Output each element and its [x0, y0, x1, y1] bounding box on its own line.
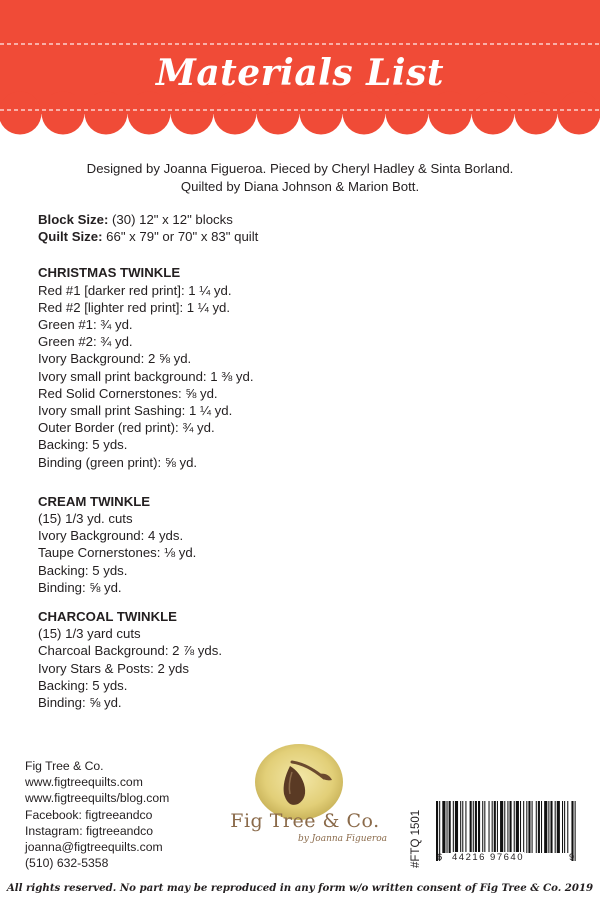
barcode-bar	[455, 801, 458, 853]
list-item: Backing: 5 yds.	[38, 562, 128, 578]
credits	[0, 160, 600, 196]
barcode-bar	[564, 801, 565, 853]
barcode-bar	[523, 801, 524, 853]
barcode-bar	[494, 801, 496, 853]
list-item: Binding (green print): ⅝ yd.	[38, 454, 198, 470]
header-banner	[0, 0, 600, 140]
barcode-bar	[460, 801, 461, 853]
quilt-size-line	[38, 228, 558, 245]
banner-scallop	[386, 92, 429, 135]
barcode-bar	[465, 801, 466, 853]
list-item: Outer Border (red print): ¾ yd.	[38, 420, 215, 436]
contact-blog[interactable]: www.figtreequilts/blog.com	[25, 791, 170, 806]
barcode-bar	[536, 801, 537, 853]
barcode-bar	[544, 801, 547, 853]
contact-info	[25, 758, 169, 871]
barcode-bar	[507, 801, 508, 853]
barcode-bar	[550, 801, 552, 853]
list-item: Green #2: ¾ yd.	[38, 334, 133, 350]
barcode-bar	[470, 801, 472, 853]
credits-line-1: Designed by Joanna Figueroa. Pieced by Cheryl Hadley & Sinta Borland.	[86, 161, 514, 176]
barcode-bar	[567, 801, 568, 853]
barcode-bar	[514, 801, 515, 853]
block-size-value: (30) 12" x 12" blocks	[108, 212, 233, 227]
barcode-bar	[541, 801, 542, 853]
barcode-bar	[492, 801, 493, 853]
banner-scallop	[472, 92, 515, 135]
banner-scallop	[42, 92, 85, 135]
barcode-bar	[453, 801, 454, 853]
list-item: Red #2 [lighter red print]: 1 ¼ yd.	[38, 299, 231, 315]
contact-facebook: Facebook: figtreeandco	[25, 807, 153, 822]
list-item: Binding: ⅝ yd.	[38, 579, 122, 595]
barcode-bar	[489, 801, 490, 853]
barcode-bar	[538, 801, 540, 853]
list-item: Taupe Cornerstones: ⅛ yd.	[38, 545, 197, 561]
barcode-bar	[510, 801, 512, 853]
barcode-last-digit: 9	[569, 852, 575, 863]
barcode-bar	[526, 801, 527, 853]
banner-scallop	[558, 92, 600, 135]
block-size-label: Block Size:	[38, 212, 109, 227]
contact-email[interactable]: joanna@figtreequilts.com	[25, 840, 163, 855]
barcode-bar	[449, 801, 451, 853]
list-item: Backing: 5 yds.	[38, 437, 128, 453]
contact-phone: (510) 632-5358	[25, 856, 109, 871]
quilt-size-label: Quilt Size:	[38, 229, 103, 245]
rights-notice: All rights reserved. No part may be reproduced in any form w/o written consent of Fig Tree & Co. 2019	[6, 882, 594, 894]
fig-tree-logo	[215, 742, 395, 862]
contact-website[interactable]: www.figtreequilts.com	[25, 775, 143, 790]
list-item: Red #1 [darker red print]: 1 ¼ yd.	[38, 282, 232, 298]
banner-scallop	[515, 92, 558, 135]
barcode-bar	[528, 801, 530, 853]
list-item: (15) 1/3 yd. cuts	[38, 511, 133, 527]
list-item: Ivory Stars & Posts: 2 yds	[38, 660, 189, 676]
list-item: Green #1: ¾ yd.	[38, 317, 133, 333]
barcode-digits: 44216 97640	[452, 852, 524, 863]
banner-scallop	[128, 92, 171, 135]
list-item: Ivory Background: 2 ⅝ yd.	[38, 351, 192, 367]
barcode-bar	[442, 801, 445, 853]
barcode-bar	[462, 801, 463, 853]
barcode-bar	[497, 801, 498, 853]
barcode-bar	[484, 801, 485, 853]
banner-scallop	[85, 92, 128, 135]
barcode-bar	[475, 801, 477, 853]
barcode-bar	[500, 801, 503, 853]
contact-instagram: Instagram: figtreeandco	[25, 823, 154, 838]
barcode-first-digit: 6	[437, 852, 443, 863]
section-title-cream: CREAM TWINKLE	[38, 493, 151, 509]
list-item: Red Solid Cornerstones: ⅝ yd.	[38, 385, 218, 401]
barcode-bar	[562, 801, 563, 853]
list-item: Ivory small print Sashing: 1 ¼ yd.	[38, 403, 233, 419]
list-item: Backing: 5 yds.	[38, 677, 128, 693]
banner-scallop	[343, 92, 386, 135]
banner-scallop	[171, 92, 214, 135]
banner-scallop	[300, 92, 343, 135]
barcode-bar	[516, 801, 519, 853]
quilt-size-value: 66" x 79" or 70" x 83" quilt	[102, 229, 259, 245]
section-title-charcoal: CHARCOAL TWINKLE	[38, 609, 177, 625]
sku-number: #FTQ 1501	[410, 809, 422, 868]
section-title-christmas: CHRISTMAS TWINKLE	[38, 265, 181, 281]
barcode-bar	[447, 801, 448, 853]
barcode-bar	[532, 801, 533, 853]
banner-scallop	[429, 92, 472, 135]
barcode-bar	[557, 801, 560, 853]
barcode-bar	[482, 801, 483, 853]
list-item: Ivory Background: 4 yds.	[38, 528, 184, 544]
contact-company: Fig Tree & Co.	[25, 759, 104, 773]
banner-scallop	[0, 92, 42, 135]
list-item: Charcoal Background: 2 ⅞ yds.	[38, 643, 222, 659]
banner-scallop	[214, 92, 257, 135]
barcode-bar	[555, 801, 556, 853]
barcode-bar	[520, 801, 521, 853]
banner-scallop	[257, 92, 300, 135]
barcode-bar	[478, 801, 480, 853]
logo-name: Fig Tree & Co.	[230, 810, 380, 832]
materials-content	[38, 211, 558, 711]
list-item: (15) 1/3 yard cuts	[38, 626, 141, 642]
block-size-line	[38, 211, 558, 228]
barcode-bar	[575, 801, 576, 861]
list-item: Ivory small print background: 1 ⅜ yd.	[38, 368, 254, 384]
list-item: Binding: ⅝ yd.	[38, 695, 122, 711]
barcode-bar	[473, 801, 474, 853]
credits-line-2: Quilted by Diana Johnson & Marion Bott.	[180, 179, 420, 194]
page-title: Materials List	[155, 52, 445, 94]
barcode-bar	[548, 801, 549, 853]
logo-tagline: by Joanna Figueroa	[297, 834, 387, 844]
